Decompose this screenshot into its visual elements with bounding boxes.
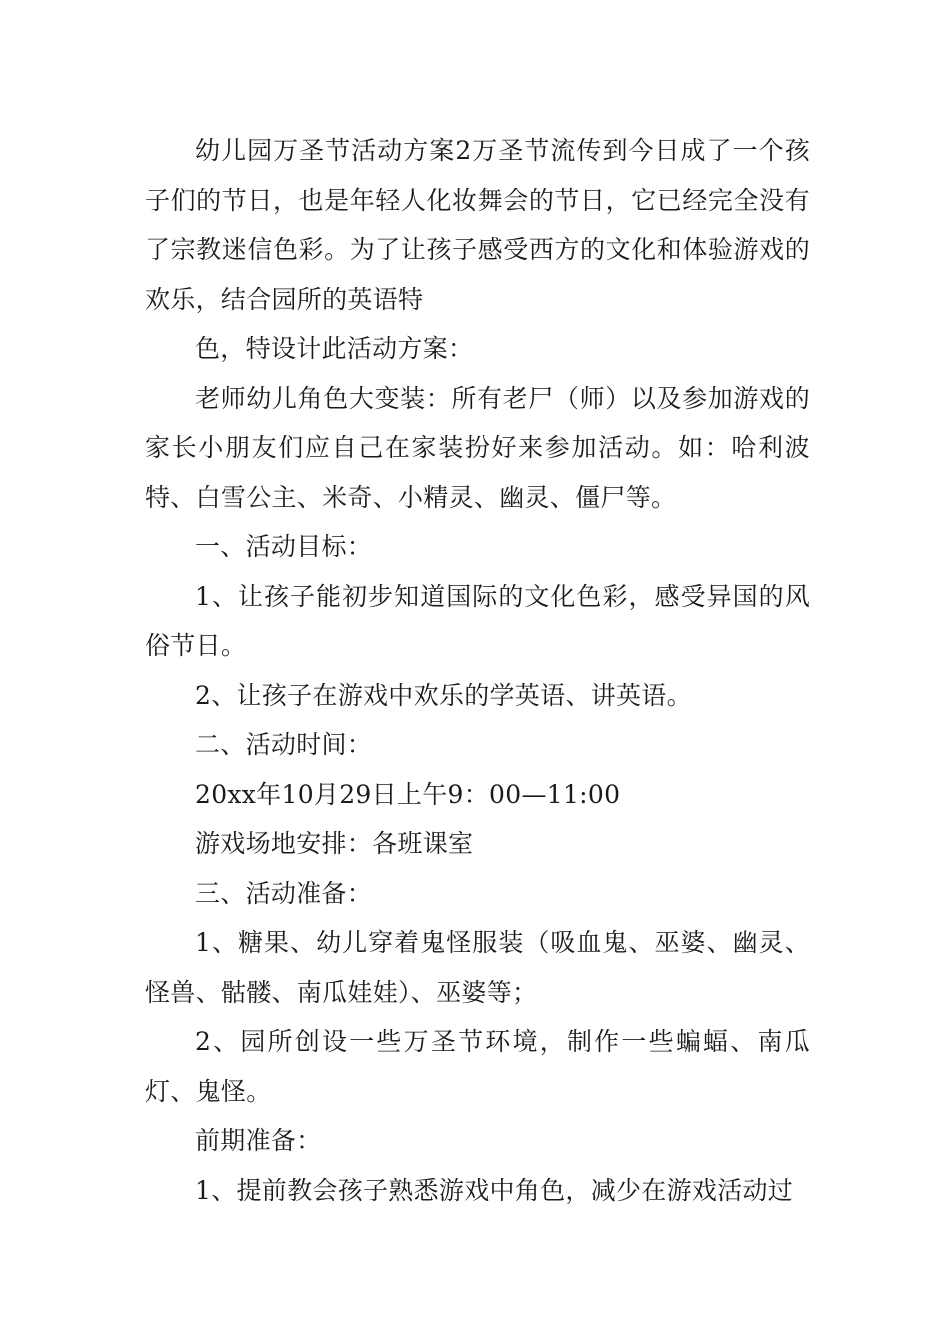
preparation-item-1: 1、糖果、幼儿穿着鬼怪服装（吸血鬼、巫婆、幽灵、怪兽、骷髅、南瓜娃娃）、巫婆等； (145, 928, 810, 1007)
section-heading-preparation: 三、活动准备： (195, 878, 373, 908)
goal-item-1: 1、让孩子能初步知道国际的文化色彩，感受异国的风俗节日。 (145, 581, 810, 660)
section-heading-goals: 一、活动目标： (195, 532, 373, 561)
venue-arrangement: 游戏场地安排：各班课室 (195, 829, 474, 858)
activity-time: 20xx年10月29日上午9：00—11:00 (195, 779, 621, 809)
early-preparation-item-1: 1、提前教会孩子熟悉游戏中角色，减少在游戏活动过 (195, 1175, 794, 1205)
paragraph-costume: 老师幼儿角色大变装：所有老尸（师）以及参加游戏的家长小朋友们应自己在家装扮好来参加活动。如：哈利波特、白雪公主、米奇、小精灵、幽灵、僵尸等。 (145, 383, 810, 512)
section-heading-early-preparation: 前期准备： (195, 1126, 322, 1155)
paragraph-intro: 幼儿园万圣节活动方案2万圣节流传到今日成了一个孩子们的节日，也是年轻人化妆舞会的节日，它已经完全没有了宗教迷信色彩。为了让孩子感受西方的文化和体验游戏的欢乐，结合园所的英语特 (145, 136, 810, 314)
preparation-item-2: 2、园所创设一些万圣节环境，制作一些蝙蝠、南瓜灯、鬼怪。 (145, 1027, 810, 1106)
paragraph-intro-continued: 色，特设计此活动方案： (195, 334, 474, 363)
section-heading-time: 二、活动时间： (195, 730, 373, 759)
goal-item-2: 2、让孩子在游戏中欢乐的学英语、讲英语。 (195, 680, 692, 710)
document-body (145, 126, 810, 1215)
